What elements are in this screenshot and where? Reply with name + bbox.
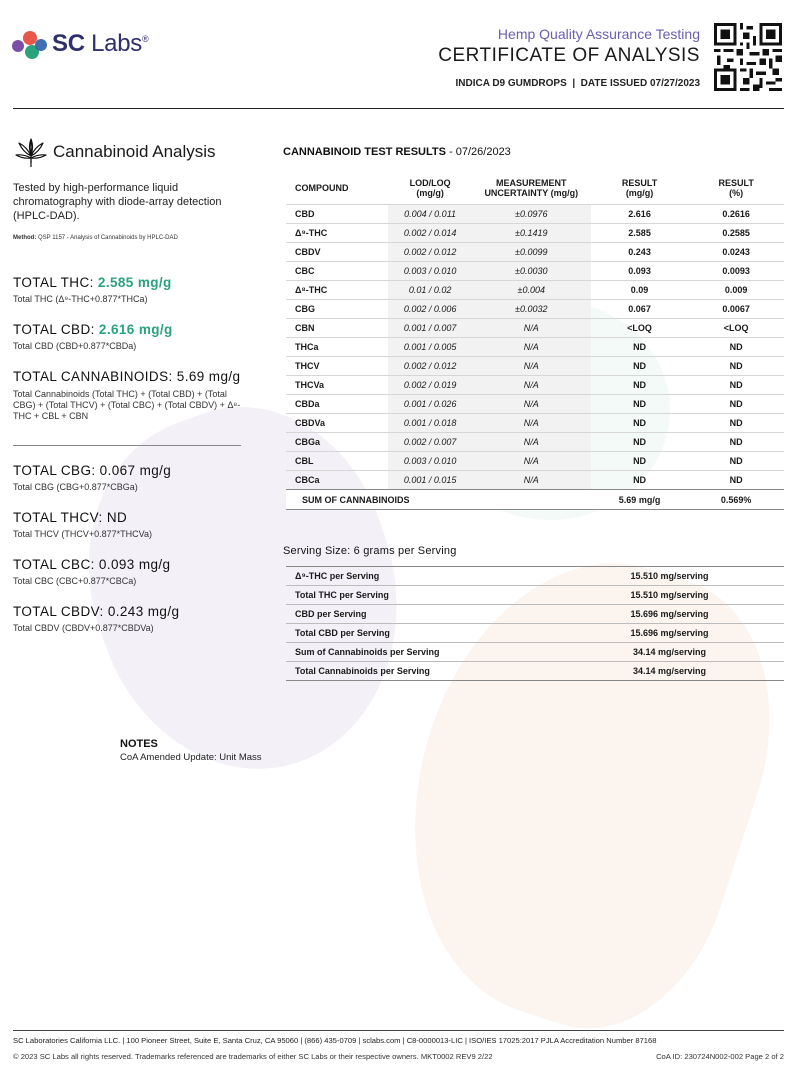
lod-loq-cell: 0.001 / 0.015 (388, 471, 471, 490)
result-pct-cell: ND (688, 376, 784, 395)
lod-loq-cell: 0.004 / 0.011 (388, 205, 471, 224)
result-pct-cell: 0.2585 (688, 224, 784, 243)
serving-label: Sum of Cannabinoids per Serving (286, 643, 455, 662)
table-row (286, 376, 784, 395)
uncertainty-cell: N/A (472, 357, 591, 376)
table-row (286, 471, 784, 490)
table-row (286, 281, 784, 300)
total-thc: TOTAL THC: 2.585 mg/g Total THC (Δ⁹-THC+0.877*THCa) (13, 275, 172, 304)
result-pct-cell: 0.0243 (688, 243, 784, 262)
result-pct-cell: 0.009 (688, 281, 784, 300)
compound-cell: Δ⁸-THC (286, 281, 388, 300)
lod-loq-cell: 0.001 / 0.005 (388, 338, 471, 357)
result-pct-cell: 0.2616 (688, 205, 784, 224)
compound-cell: CBDa (286, 395, 388, 414)
brand-logo-text: SC Labs® (52, 30, 149, 57)
table-row (286, 414, 784, 433)
result-mg-cell: ND (591, 414, 689, 433)
compound-cell: THCVa (286, 376, 388, 395)
cannabis-leaf-icon (14, 135, 48, 169)
result-mg-cell: ND (591, 376, 689, 395)
compound-cell: CBD (286, 205, 388, 224)
serving-row (286, 605, 784, 624)
table-row (286, 243, 784, 262)
compound-cell: Δ⁹-THC (286, 224, 388, 243)
result-mg-cell: <LOQ (591, 319, 689, 338)
footer-divider (13, 1030, 784, 1031)
uncertainty-cell: ±0.004 (472, 281, 591, 300)
method-line: Method: QSP 1157 - Analysis of Cannabinoids by HPLC-DAD (13, 235, 178, 241)
total-cbc: TOTAL CBC: 0.093 mg/g Total CBC (CBC+0.877*CBCa) (13, 557, 171, 586)
sum-pct: 0.569% (688, 490, 784, 510)
serving-label: CBD per Serving (286, 605, 455, 624)
table-row (286, 319, 784, 338)
table-row (286, 395, 784, 414)
uncertainty-cell: N/A (472, 414, 591, 433)
header-divider (13, 108, 784, 109)
total-thcv: TOTAL THCV: ND Total THCV (THCV+0.877*THCVa) (13, 510, 152, 539)
header-subtitle: Hemp Quality Assurance Testing (497, 26, 700, 42)
serving-label: Total CBD per Serving (286, 624, 455, 643)
left-divider (13, 445, 241, 446)
table-row (286, 300, 784, 319)
compound-cell: THCa (286, 338, 388, 357)
compound-cell: CBG (286, 300, 388, 319)
lod-loq-cell: 0.002 / 0.007 (388, 433, 471, 452)
lod-loq-cell: 0.002 / 0.019 (388, 376, 471, 395)
uncertainty-cell: ±0.1419 (472, 224, 591, 243)
table-row (286, 357, 784, 376)
result-pct-cell: 0.0067 (688, 300, 784, 319)
lod-loq-cell: 0.002 / 0.012 (388, 357, 471, 376)
lod-loq-cell: 0.001 / 0.007 (388, 319, 471, 338)
results-title: CANNABINOID TEST RESULTS - 07/26/2023 (283, 146, 511, 158)
notes-text: CoA Amended Update: Unit Mass (120, 752, 262, 763)
footer-copyright: © 2023 SC Labs all rights reserved. Trademarks referenced are trademarks of either SC Labs or their respective owners. MKT0002 REV9 2/22 (13, 1052, 493, 1061)
lod-loq-cell: 0.001 / 0.018 (388, 414, 471, 433)
uncertainty-cell: N/A (472, 452, 591, 471)
totals-secondary-group (13, 463, 253, 634)
table-row (286, 338, 784, 357)
result-mg-cell: ND (591, 338, 689, 357)
table-row (286, 224, 784, 243)
uncertainty-cell: N/A (472, 338, 591, 357)
result-pct-cell: ND (688, 433, 784, 452)
result-pct-cell: ND (688, 452, 784, 471)
result-mg-cell: ND (591, 452, 689, 471)
compound-cell: CBL (286, 452, 388, 471)
analysis-description: Tested by high-performance liquid chromatography with diode-array detection (HPLC-DAD). (13, 182, 222, 222)
column-header: COMPOUND (295, 182, 349, 193)
serving-row (286, 643, 784, 662)
serving-label: Total Cannabinoids per Serving (286, 662, 455, 681)
result-mg-cell: ND (591, 471, 689, 490)
sum-label: SUM OF CANNABINOIDS (286, 490, 591, 510)
cannabinoid-results-table (286, 171, 784, 510)
uncertainty-cell: N/A (472, 395, 591, 414)
total-cannabinoids: TOTAL CANNABINOIDS: 5.69 mg/g Total Cannabinoids (Total THC) + (Total CBD) + (Total CBG) + (Total THCV) + (Total CBC) + (Total CBDV) + Δ⁸-THC + CBL + CBN (13, 369, 241, 421)
serving-value: 34.14 mg/serving (455, 643, 784, 662)
result-pct-cell: <LOQ (688, 319, 784, 338)
result-pct-cell: ND (688, 471, 784, 490)
result-mg-cell: ND (591, 433, 689, 452)
column-header: MEASUREMENT UNCERTAINTY (mg/g) (484, 177, 579, 198)
notes-heading: NOTES (120, 738, 158, 750)
uncertainty-cell: ±0.0976 (472, 205, 591, 224)
serving-row (286, 567, 784, 586)
column-header: RESULT (%) (718, 177, 754, 198)
result-pct-cell: ND (688, 338, 784, 357)
sum-mg: 5.69 mg/g (591, 490, 689, 510)
compound-cell: CBGa (286, 433, 388, 452)
serving-title: Serving Size: 6 grams per Serving (283, 545, 457, 557)
compound-cell: CBN (286, 319, 388, 338)
footer-address: SC Laboratories California LLC. | 100 Pioneer Street, Suite E, Santa Cruz, CA 95060 | (866) 435-0709 | sclabs.com | C8-0000013-LIC | ISO/IES 17025:2017 PJLA Accreditation Number 87168 (13, 1036, 657, 1045)
result-mg-cell: 0.09 (591, 281, 689, 300)
serving-value: 15.510 mg/serving (455, 567, 784, 586)
serving-row (286, 624, 784, 643)
total-cbdv: TOTAL CBDV: 0.243 mg/g Total CBDV (CBDV+0.877*CBDVa) (13, 604, 180, 633)
header-title: CERTIFICATE OF ANALYSIS (438, 45, 700, 66)
result-mg-cell: 0.093 (591, 262, 689, 281)
compound-cell: CBC (286, 262, 388, 281)
compound-cell: CBDVa (286, 414, 388, 433)
serving-value: 15.510 mg/serving (455, 586, 784, 605)
footer-coa-id: CoA ID: 230724N002-002 Page 2 of 2 (656, 1052, 784, 1061)
serving-value: 34.14 mg/serving (455, 662, 784, 681)
result-pct-cell: ND (688, 357, 784, 376)
table-row (286, 205, 784, 224)
column-header: LOD/LOQ (mg/g) (409, 177, 451, 198)
serving-value: 15.696 mg/serving (455, 624, 784, 643)
result-mg-cell: 0.067 (591, 300, 689, 319)
uncertainty-cell: ±0.0032 (472, 300, 591, 319)
lod-loq-cell: 0.01 / 0.02 (388, 281, 471, 300)
lod-loq-cell: 0.002 / 0.014 (388, 224, 471, 243)
total-cbd: TOTAL CBD: 2.616 mg/g Total CBD (CBD+0.877*CBDa) (13, 322, 173, 351)
serving-label: Δ⁹-THC per Serving (286, 567, 455, 586)
lod-loq-cell: 0.003 / 0.010 (388, 262, 471, 281)
uncertainty-cell: N/A (472, 319, 591, 338)
lod-loq-cell: 0.003 / 0.010 (388, 452, 471, 471)
result-mg-cell: 0.243 (591, 243, 689, 262)
serving-row (286, 586, 784, 605)
result-pct-cell: ND (688, 395, 784, 414)
uncertainty-cell: ±0.0030 (472, 262, 591, 281)
totals-group (13, 275, 253, 422)
uncertainty-cell: N/A (472, 376, 591, 395)
qr-code-icon[interactable] (714, 23, 782, 91)
result-mg-cell: 2.585 (591, 224, 689, 243)
uncertainty-cell: N/A (472, 471, 591, 490)
total-cbg: TOTAL CBG: 0.067 mg/g Total CBG (CBG+0.877*CBGa) (13, 463, 172, 492)
table-row (286, 262, 784, 281)
result-mg-cell: ND (591, 357, 689, 376)
serving-row (286, 662, 784, 681)
header-meta: INDICA D9 GUMDROPS | DATE ISSUED 07/27/2023 (455, 78, 700, 89)
compound-cell: CBCa (286, 471, 388, 490)
table-row (286, 452, 784, 471)
result-mg-cell: ND (591, 395, 689, 414)
table-row (286, 433, 784, 452)
result-pct-cell: ND (688, 414, 784, 433)
result-mg-cell: 2.616 (591, 205, 689, 224)
serving-value: 15.696 mg/serving (455, 605, 784, 624)
uncertainty-cell: N/A (472, 433, 591, 452)
lod-loq-cell: 0.001 / 0.026 (388, 395, 471, 414)
uncertainty-cell: ±0.0099 (472, 243, 591, 262)
compound-cell: THCV (286, 357, 388, 376)
result-pct-cell: 0.0093 (688, 262, 784, 281)
serving-table (286, 566, 784, 681)
analysis-title: Cannabinoid Analysis (53, 142, 216, 161)
lod-loq-cell: 0.002 / 0.012 (388, 243, 471, 262)
lod-loq-cell: 0.002 / 0.006 (388, 300, 471, 319)
column-header: RESULT (mg/g) (621, 177, 658, 198)
serving-label: Total THC per Serving (286, 586, 455, 605)
compound-cell: CBDV (286, 243, 388, 262)
sum-row (286, 490, 784, 510)
